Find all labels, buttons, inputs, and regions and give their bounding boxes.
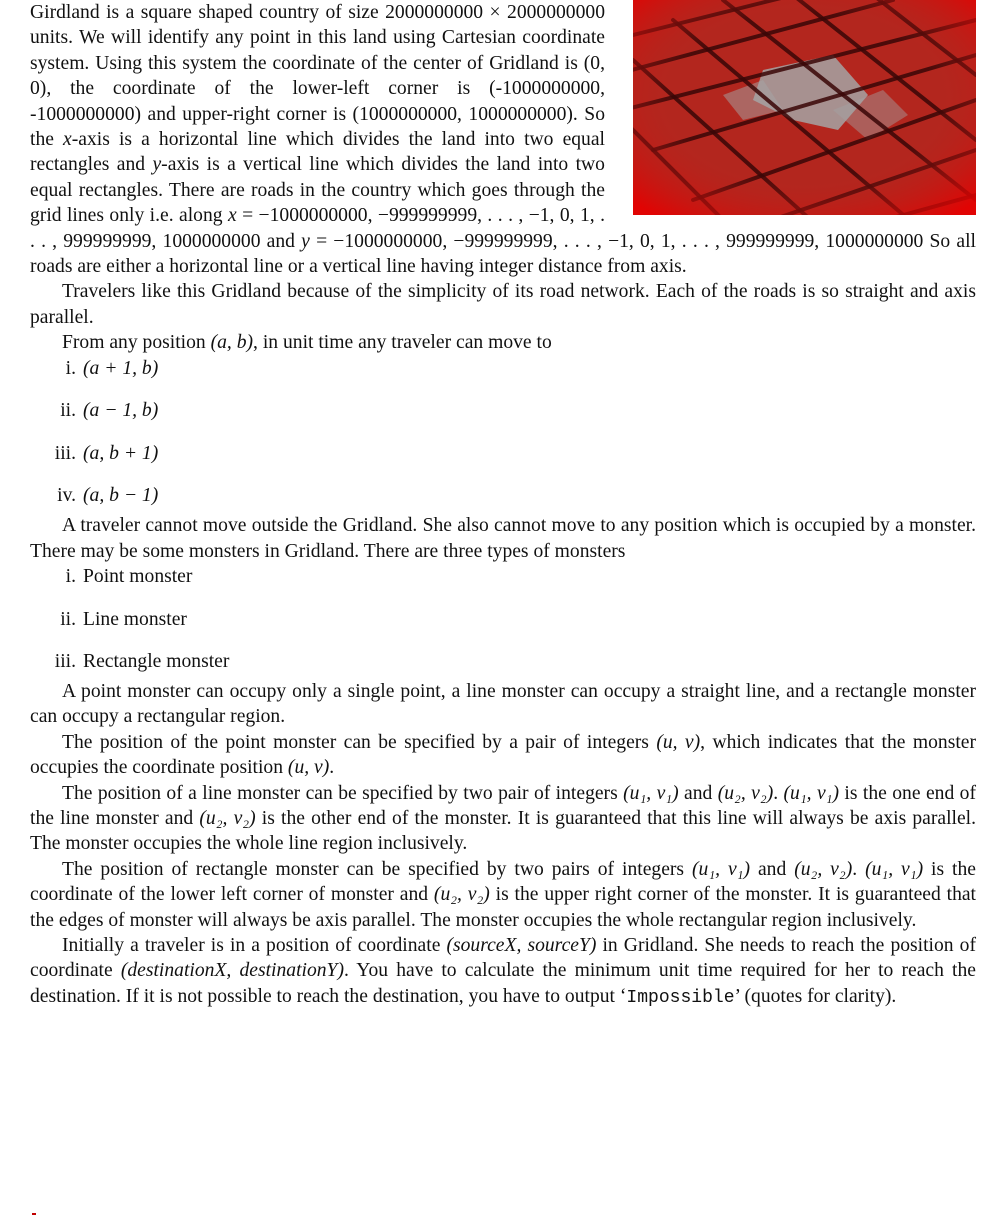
monster-kinds-paragraph: A point monster can occupy only a single point, a line monster can occupy a straight line, and a rectangle monster can occupy a rectangular region. <box>30 681 976 728</box>
rectangle-monster-paragraph: The position of rectangle monster can be specified by two pairs of integers (u₁, v₁) and (u₂, v₂). (u₁, v₁) is the coordinate of the lower left corner of monster and (u₂, v₂) is the upper right corner of the monster. It is guaranteed that the edges of monster will always be axis parallel. The monster occupies the whole rectangular region inclusively. <box>30 858 977 931</box>
list-item: iii. (a, b + 1) <box>54 442 159 464</box>
cannot-move-paragraph: A traveler cannot move outside the Gridland. She also cannot move to any position which is occupied by a monster. There may be some monsters in Gridland. There are three types of monsters <box>30 515 976 562</box>
task-paragraph: Initially a traveler is in a position of coordinate (sourceX, sourceY) in Gridland. She needs to reach the position of coordinate (destinationX, destinationY). You have to calculate the minimum unit time required for her to reach the destination. If it is not possible to reach the destination, you have to output ‘Impossible’ (quotes for clarity). <box>30 935 976 1008</box>
monster-types-list <box>30 564 976 679</box>
list-item: ii. (a − 1, b) <box>60 400 159 422</box>
point-monster-paragraph: The position of the point monster can be specified by a pair of integers (u, v), which indicates that the monster occupies the coordinate position (u, v). <box>30 731 976 779</box>
list-item: i. (a + 1, b) <box>65 357 159 379</box>
line-monster-paragraph: The position of a line monster can be specified by two pair of integers (u₁, v₁) and (u₂, v₂). (u₁, v₁) is the one end of the line monster and (u₂, v₂) is the other end of the monster. It is guaranteed that this line will always be axis parallel. The monster occupies the whole line region inclusively. <box>30 782 977 855</box>
list-item: iii. Rectangle monster <box>54 651 230 672</box>
move-intro-paragraph: From any position (a, b), in unit time any traveler can move to <box>62 332 552 354</box>
list-item: ii. Line monster <box>60 608 187 630</box>
problem-statement <box>30 0 976 1011</box>
intro-paragraph: Girdland is a square shaped country of size 2000000000 × 2000000000 units. We will identify any point in this land using Cartesian coordinate system. Using this system the coordinate of the center of Gridland is (0, 0), the coordinate of the lower-left corner is (-1000000000, -1000000000) and upper-right corner is (1000000000, 1000000000). So the x-axis is a horizontal line which divides the land into two equal rectangles and y-axis is a vertical line which divides the land into two equal rectangles. There are roads in the country which goes through the grid lines only i.e. along x = −1000000000, −999999999, . . . , −1, 0, 1, . . . , 999999999, 1000000000 and y = −1000000000, −999999999, . . . , −1, 0, 1, . . . , 999999999, 1000000000 So all roads are either a horizontal line or a vertical line having integer distance from axis. <box>30 2 977 278</box>
moves-list <box>30 356 976 514</box>
grid-illustration-icon <box>633 0 976 215</box>
impossible-code: Impossible <box>626 987 735 1008</box>
travelers-paragraph: Travelers like this Gridland because of the simplicity of its road network. Each of the roads is so straight and axis parallel. <box>30 281 976 328</box>
list-item: iv. (a, b − 1) <box>57 485 159 507</box>
list-item: i. Point monster <box>65 566 193 587</box>
red-marker <box>32 1213 36 1215</box>
red-grid-tiles-image <box>633 0 976 215</box>
